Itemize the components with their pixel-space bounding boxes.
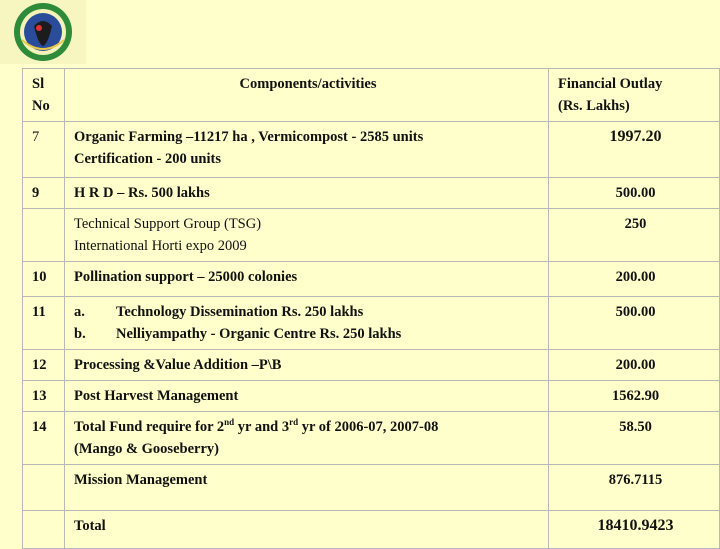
total-label: Total xyxy=(65,511,549,549)
sl-cell: 7 xyxy=(23,122,65,178)
outlay-header-line1: Financial Outlay xyxy=(558,76,663,92)
table-row xyxy=(23,178,720,209)
sl-cell: 10 xyxy=(23,262,65,297)
sl-cell: 14 xyxy=(23,412,65,465)
component-cell: Post Harvest Management xyxy=(65,381,549,412)
component-cell: Processing &Value Addition –P\B xyxy=(65,350,549,381)
superscript: rd xyxy=(289,417,299,428)
sl-cell: 11 xyxy=(23,297,65,350)
amount-cell: 876.7115 xyxy=(549,465,720,511)
component-line xyxy=(74,416,542,438)
sl-cell xyxy=(23,209,65,262)
sub-item-label: b. xyxy=(74,326,86,342)
sl-no-header xyxy=(23,69,65,122)
component-cell xyxy=(65,122,549,178)
sub-item xyxy=(74,301,542,323)
table-row xyxy=(23,412,720,465)
component-cell: Pollination support – 25000 colonies xyxy=(65,262,549,297)
components-header xyxy=(65,69,549,122)
component-line: Technical Support Group (TSG) xyxy=(74,216,262,232)
amount-cell: 1562.90 xyxy=(549,381,720,412)
component-line: International Horti expo 2009 xyxy=(74,238,247,254)
components-header-label: Components/activities xyxy=(239,76,377,92)
table-row xyxy=(23,209,720,262)
amount-cell: 500.00 xyxy=(549,297,720,350)
sl-cell xyxy=(23,511,65,549)
sl-no-header-line2: No xyxy=(32,98,50,114)
text-part: yr and 3 xyxy=(234,419,290,435)
table-row xyxy=(23,122,720,178)
text-part: Total Fund require for 2 xyxy=(74,419,225,435)
emblem-icon xyxy=(0,0,86,64)
sub-item-label: a. xyxy=(74,304,85,320)
component-cell: Mission Management xyxy=(65,465,549,511)
sl-no-header-line1: Sl xyxy=(32,76,45,92)
component-cell xyxy=(65,209,549,262)
table-header-row xyxy=(23,69,720,122)
sl-cell: 9 xyxy=(23,178,65,209)
table-row xyxy=(23,381,720,412)
amount-cell: 200.00 xyxy=(549,350,720,381)
component-cell xyxy=(65,412,549,465)
logo xyxy=(0,0,86,64)
total-amount: 18410.9423 xyxy=(549,511,720,549)
table-row xyxy=(23,511,720,549)
amount-cell: 58.50 xyxy=(549,412,720,465)
amount-cell: 1997.20 xyxy=(549,122,720,178)
text-part: yr of 2006-07, 2007-08 xyxy=(298,419,439,435)
outlay-table xyxy=(22,68,720,549)
outlay-header-line2: (Rs. Lakhs) xyxy=(558,98,630,114)
outlay-header xyxy=(549,69,720,122)
component-cell: H R D – Rs. 500 lakhs xyxy=(65,178,549,209)
sub-item-text: Nelliyampathy - Organic Centre Rs. 250 lakhs xyxy=(116,326,402,342)
superscript: nd xyxy=(224,417,235,428)
sl-cell: 12 xyxy=(23,350,65,381)
sub-item-text: Technology Dissemination Rs. 250 lakhs xyxy=(116,304,364,320)
table-row xyxy=(23,465,720,511)
component-line: (Mango & Gooseberry) xyxy=(74,441,219,457)
table-row xyxy=(23,350,720,381)
sl-cell: 13 xyxy=(23,381,65,412)
table-row xyxy=(23,297,720,350)
amount-cell: 250 xyxy=(549,209,720,262)
amount-cell: 500.00 xyxy=(549,178,720,209)
sl-cell xyxy=(23,465,65,511)
sub-item xyxy=(74,323,542,345)
table-row xyxy=(23,262,720,297)
amount-cell: 200.00 xyxy=(549,262,720,297)
component-cell xyxy=(65,297,549,350)
component-line: Certification - 200 units xyxy=(74,151,221,167)
component-line: Organic Farming –11217 ha , Vermicompost - 2585 units xyxy=(74,129,424,145)
